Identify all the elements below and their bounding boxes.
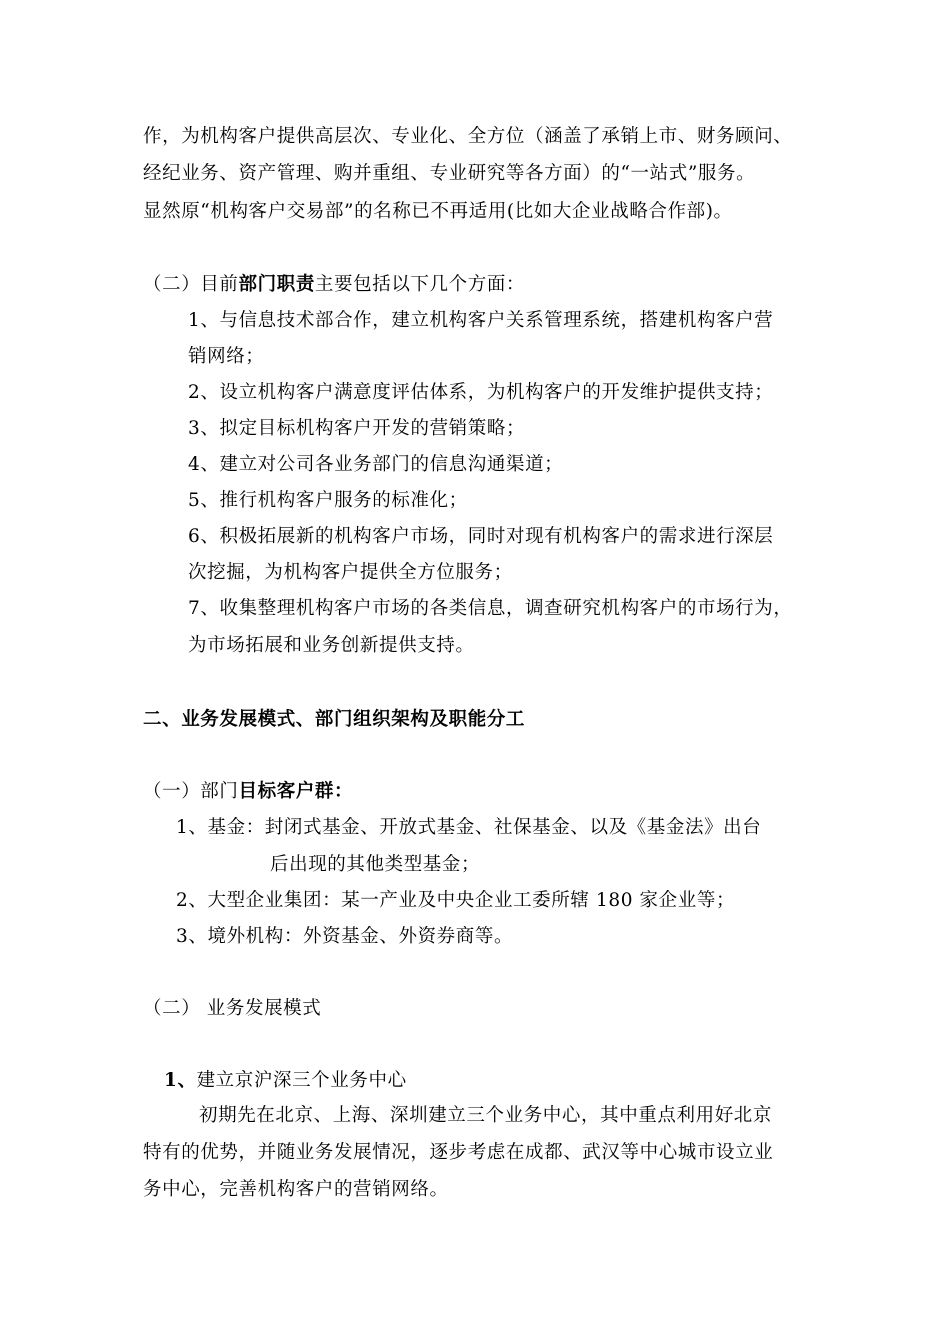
duties-heading-bold: 部门职责 — [238, 274, 315, 295]
duties-heading-prefix: （二）目前 — [143, 274, 239, 295]
duties-heading-suffix: 主要包括以下几个方面： — [314, 274, 526, 295]
targets-heading-bold: 目标客户群： — [238, 781, 354, 802]
model-para-line-3: 务中心，完善机构客户的营销网络。 — [143, 1179, 449, 1200]
model-subheading-text: 建立京沪深三个业务中心 — [196, 1070, 407, 1091]
section-title: 二、业务发展模式、部门组织架构及职能分工 — [143, 709, 526, 730]
duty-item-4: 4、建立对公司各业务部门的信息沟通渠道； — [188, 454, 564, 475]
duty-item-1-cont: 销网络； — [188, 346, 265, 367]
duty-item-6: 6、积极拓展新的机构客户市场，同时对现有机构客户的需求进行深层 — [188, 526, 774, 547]
intro-line-2: 经纪业务、资产管理、购并重组、专业研究等各方面）的“一站式”服务。 — [143, 163, 756, 184]
target-item-1-cont: 后出现的其他类型基金； — [270, 854, 481, 875]
model-subheading — [164, 1069, 407, 1093]
model-para-line-1: 初期先在北京、上海、深圳建立三个业务中心，其中重点利用好北京 — [199, 1105, 773, 1126]
duty-item-3: 3、拟定目标机构客户开发的营销策略； — [188, 418, 526, 439]
target-item-2: 2、大型企业集团：某一产业及中央企业工委所辖 180 家企业等； — [176, 890, 736, 911]
duty-item-7-cont: 为市场拓展和业务创新提供支持。 — [188, 635, 475, 656]
duty-item-7: 7、收集整理机构客户市场的各类信息，调查研究机构客户的市场行为， — [188, 598, 793, 619]
intro-line-1: 作，为机构客户提供高层次、专业化、全方位（涵盖了承销上市、财务顾问、 — [143, 126, 793, 147]
duties-heading — [143, 273, 525, 297]
duty-item-2: 2、设立机构客户满意度评估体系，为机构客户的开发维护提供支持； — [188, 382, 774, 403]
intro-line-3: 显然原“机构客户交易部”的名称已不再适用(比如大企业战略合作部)。 — [143, 201, 733, 222]
model-heading: （二） 业务发展模式 — [143, 998, 322, 1019]
target-item-1: 1、基金：封闭式基金、开放式基金、社保基金、以及《基金法》出台 — [176, 817, 762, 838]
model-para-line-2: 特有的优势，并随业务发展情况，逐步考虑在成都、武汉等中心城市设立业 — [143, 1142, 774, 1163]
model-subheading-number: 1、 — [164, 1070, 197, 1091]
targets-heading-prefix: （一）部门 — [143, 781, 239, 802]
duty-item-5: 5、推行机构客户服务的标准化； — [188, 490, 468, 511]
target-item-3: 3、境外机构：外资基金、外资券商等。 — [176, 926, 514, 947]
duty-item-1: 1、与信息技术部合作，建立机构客户关系管理系统，搭建机构客户营 — [188, 310, 774, 331]
duty-item-6-cont: 次挖掘，为机构客户提供全方位服务； — [188, 562, 513, 583]
targets-heading — [143, 780, 353, 804]
